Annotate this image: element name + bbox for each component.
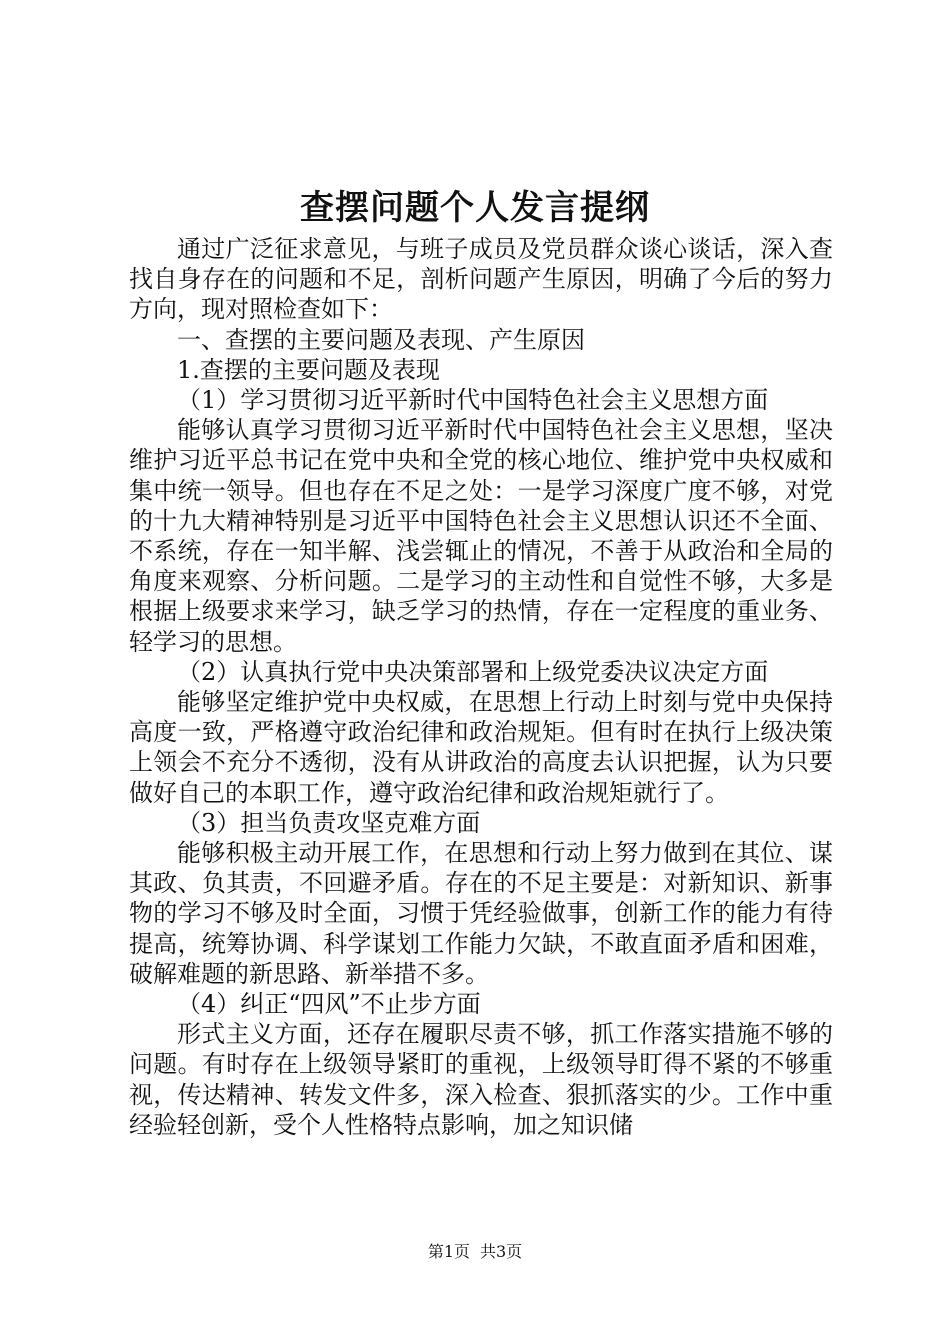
section-heading-1: 一、查摆的主要问题及表现、产生原因 (177, 325, 585, 354)
item-paragraph-2: 能够坚定维护党中央权威，在思想上行动上时刻与党中央保持高度一致，严格遵守政治纪律和政治规矩。但有时在执行上级决策上领会不充分不透彻，没有从讲政治的高度去认识把握，认为只要做好自己的本职工作，遵守政治纪律和政治规矩就行了。 (129, 688, 833, 807)
page-footer (0, 1241, 950, 1263)
page-number: 第1页 (427, 1242, 470, 1261)
item-heading-2: （2）认真执行党中央决策部署和上级党委决议决定方面 (177, 657, 769, 686)
document-title: 查摆问题个人发言提纲 (300, 188, 650, 228)
item-heading-3: （3）担当负责攻坚克难方面 (177, 808, 481, 837)
item-heading-1: （1）学习贯彻习近平新时代中国特色社会主义思想方面 (177, 386, 769, 415)
subsection-heading-1: 1.查摆的主要问题及表现 (177, 355, 440, 384)
item-paragraph-1: 能够认真学习贯彻习近平新时代中国特色社会主义思想，坚决维护习近平总书记在党中央和全党的核心地位、维护党中央权威和集中统一领导。但也存在不足之处：一是学习深度广度不够，对党的十九大精神特别是习近平中国特色社会主义思想认识还不全面、不系统，存在一知半解、浅尝辄止的情况，不善于从政治和全局的角度来观察、分析问题。二是学习的主动性和自觉性不够，大多是根据上级要求来学习，缺乏学习的热情，存在一定程度的重业务、轻学习的思想。 (129, 416, 833, 656)
document-body (129, 234, 833, 1140)
item-paragraph-3: 能够积极主动开展工作，在思想和行动上努力做到在其位、谋其政、负其责，不回避矛盾。存在的不足主要是：对新知识、新事物的学习不够及时全面，习惯于凭经验做事，创新工作的能力有待提高，统筹协调、科学谋划工作能力欠缺，不敢直面矛盾和困难，破解难题的新思路、新举措不多。 (129, 839, 833, 988)
item-heading-4: （4）纠正“四风”不止步方面 (177, 990, 481, 1019)
item-paragraph-4: 形式主义方面，还存在履职尽责不够，抓工作落实措施不够的问题。有时存在上级领导紧盯的重视，上级领导盯得不紧的不够重视，传达精神、转发文件多，深入检查、狠抓落实的少。工作中重经验轻创新，受个人性格特点影响，加之知识储 (129, 1020, 833, 1139)
paragraph-intro: 通过广泛征求意见，与班子成员及党员群众谈心谈话，深入查找自身存在的问题和不足，剖析问题产生原因，明确了今后的努力方向，现对照检查如下： (129, 235, 833, 324)
page-total: 共3页 (480, 1242, 523, 1261)
